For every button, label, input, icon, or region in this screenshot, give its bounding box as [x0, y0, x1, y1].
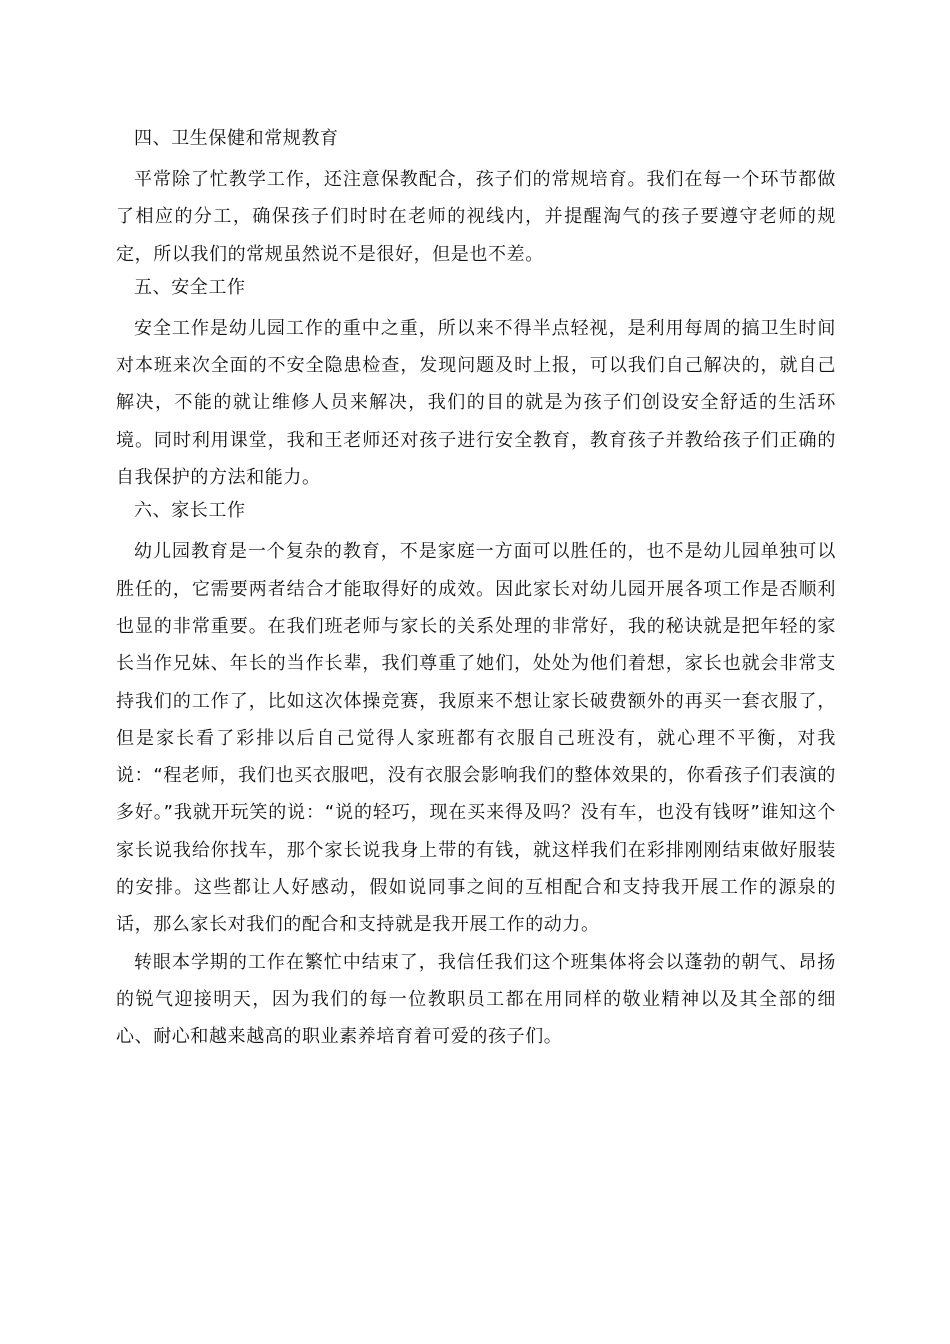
section-paragraph-parents: 幼儿园教育是一个复杂的教育，不是家庭一方面可以胜任的，也不是幼儿园单独可以胜任的，它需要两者结合才能取得好的成效。因此家长对幼儿园开展各项工作是否顺利也显的非常重要。在我们班老师与家长的关系处理的非常好，我的秘诀就是把年轻的家长当作兄妹、年长的当作长辈，我们尊重了她们，处处为他们着想，家长也就会非常支持我们的工作了，比如这次体操竞赛，我原来不想让家长破费额外的再买一套衣服了，但是家长看了彩排以后自己觉得人家班都有衣服自己班没有，就心理不平衡，对我说：“程老师，我们也买衣服吧，没有衣服会影响我们的整体效果的，你看孩子们表演的多好。”我就开玩笑的说：“说的轻巧，现在买来得及吗？没有车，也没有钱呀”谁知这个家长说我给你找车，那个家长说我身上带的有钱，就这样我们在彩排刚刚结束做好服装的安排。这些都让人好感动，假如说同事之间的互相配合和支持我开展工作的源泉的话，那么家长对我们的配合和支持就是我开展工作的动力。	[116, 541, 836, 936]
section-heading-hygiene: 四、卫生保健和常规教育	[134, 128, 339, 149]
section-paragraph-safety: 安全工作是幼儿园工作的重中之重，所以来不得半点轻视，是利用每周的搞卫生时间对本班来次全面的不安全隐患检查，发现问题及时上报，可以我们自己解决的，就自己解决，不能的就让维修人员来解决，我们的目的就是为孩子们创设安全舒适的生活环境。同时利用课堂，我和王老师还对孩子进行安全教育，教育孩子并教给孩子们正确的自我保护的方法和能力。	[116, 317, 836, 489]
document-body	[116, 124, 836, 1056]
closing-paragraph: 转眼本学期的工作在繁忙中结束了，我信任我们这个班集体将会以蓬勃的朝气、昂扬的锐气迎接明天，因为我们的每一位教职员工都在用同样的敬业精神以及其全部的细心、耐心和越来越高的职业素养培育着可爱的孩子们。	[116, 951, 836, 1048]
section-heading-parents: 六、家长工作	[134, 500, 246, 522]
section-heading-safety: 五、安全工作	[134, 276, 246, 298]
section-paragraph-hygiene: 平常除了忙教学工作，还注意保教配合，孩子们的常规培育。我们在每一个环节都做了相应的分工，确保孩子们时时在老师的视线内，并提醒淘气的孩子要遵守老师的规定，所以我们的常规虽然说不是很好，但是也不差。	[116, 169, 836, 265]
